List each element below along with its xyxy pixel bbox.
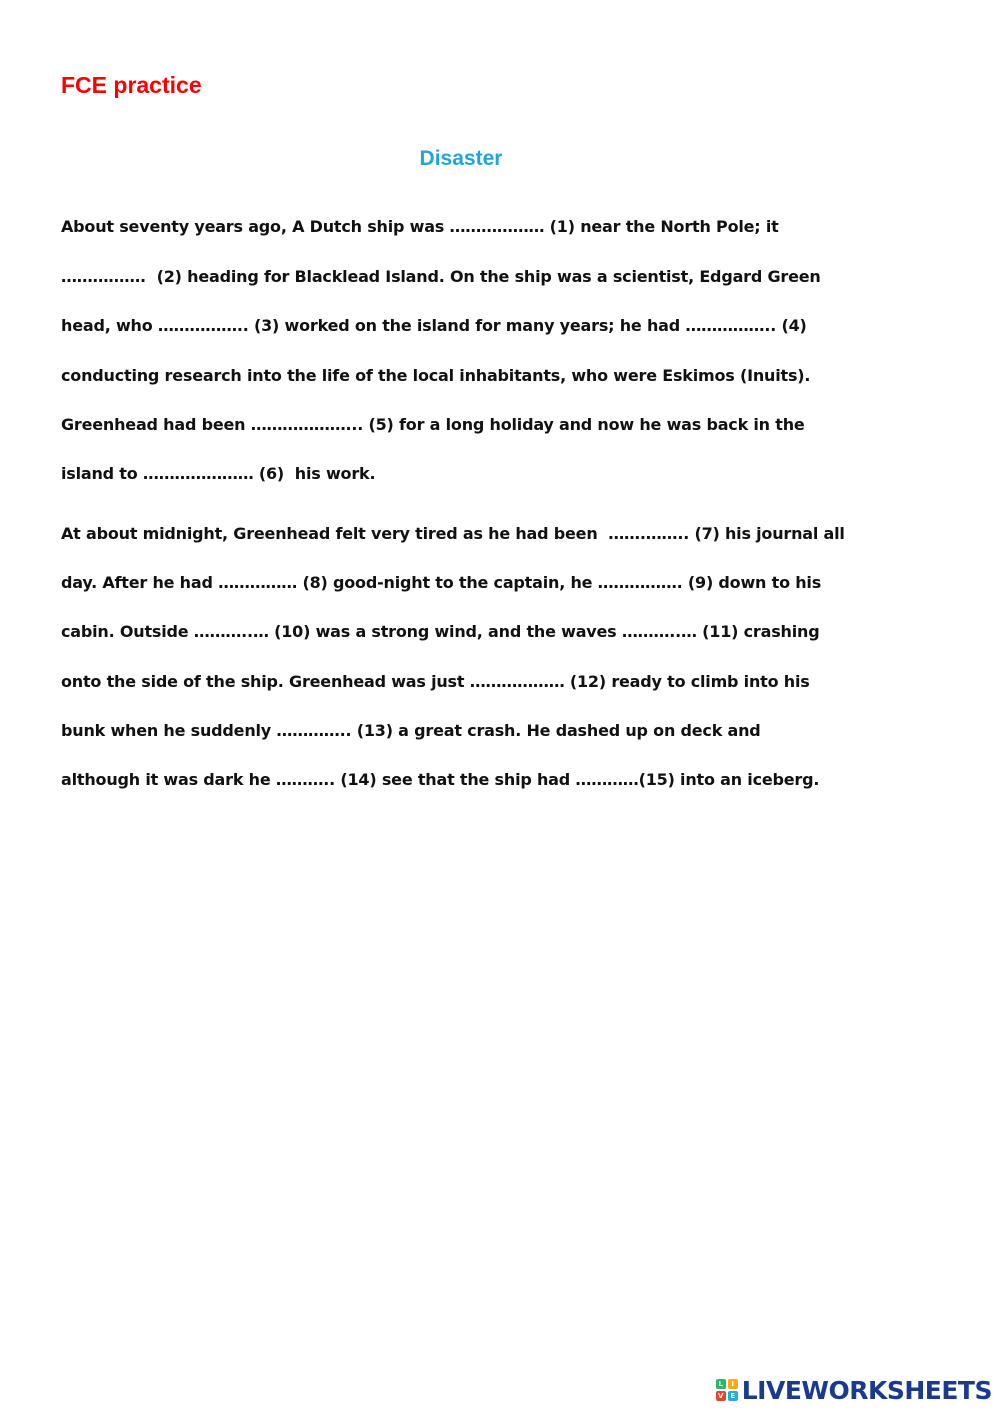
logo-tile: I [728, 1379, 738, 1389]
logo-tile: L [716, 1379, 726, 1389]
passage-line: cabin. Outside ………..… (10) was a strong wind, and the waves ………..… (11) crashing [61, 622, 820, 641]
passage-line: bunk when he suddenly ………….. (13) a great crash. He dashed up on deck and [61, 721, 761, 740]
logo-mark-icon [716, 1379, 738, 1401]
passage-line: Greenhead had been ………………... (5) for a long holiday and now he was back in the [61, 415, 805, 434]
passage-line: onto the side of the ship. Greenhead was just ……………… (12) ready to climb into his [61, 672, 810, 691]
passage-line: At about midnight, Greenhead felt very tired as he had been …….…….. (7) his journal all [61, 524, 845, 543]
passage-line: conducting research into the life of the local inhabitants, who were Eskimos (Inuits). [61, 366, 811, 385]
passage-line: although it was dark he ……….. (14) see that the ship had …………(15) into an iceberg. [61, 770, 820, 789]
passage-line: head, who …………….. (3) worked on the island for many years; he had …………….. (4) [61, 316, 807, 335]
passage-line: ……………. (2) heading for Blacklead Island. On the ship was a scientist, Edgard Green [61, 267, 821, 286]
logo-text: LIVEWORKSHEETS [741, 1375, 992, 1405]
page-title: Disaster [419, 147, 503, 170]
fce-practice-label: FCE practice [61, 72, 202, 98]
passage-line: island to ………………… (6) his work. [61, 464, 376, 483]
passage-line: About seventy years ago, A Dutch ship was ……………… (1) near the North Pole; it [61, 217, 779, 236]
passage-line: day. After he had …………… (8) good-night to the captain, he ……………. (9) down to his [61, 573, 822, 592]
liveworksheets-logo [716, 1375, 992, 1405]
logo-tile: V [716, 1391, 726, 1401]
logo-tile: E [728, 1391, 738, 1401]
